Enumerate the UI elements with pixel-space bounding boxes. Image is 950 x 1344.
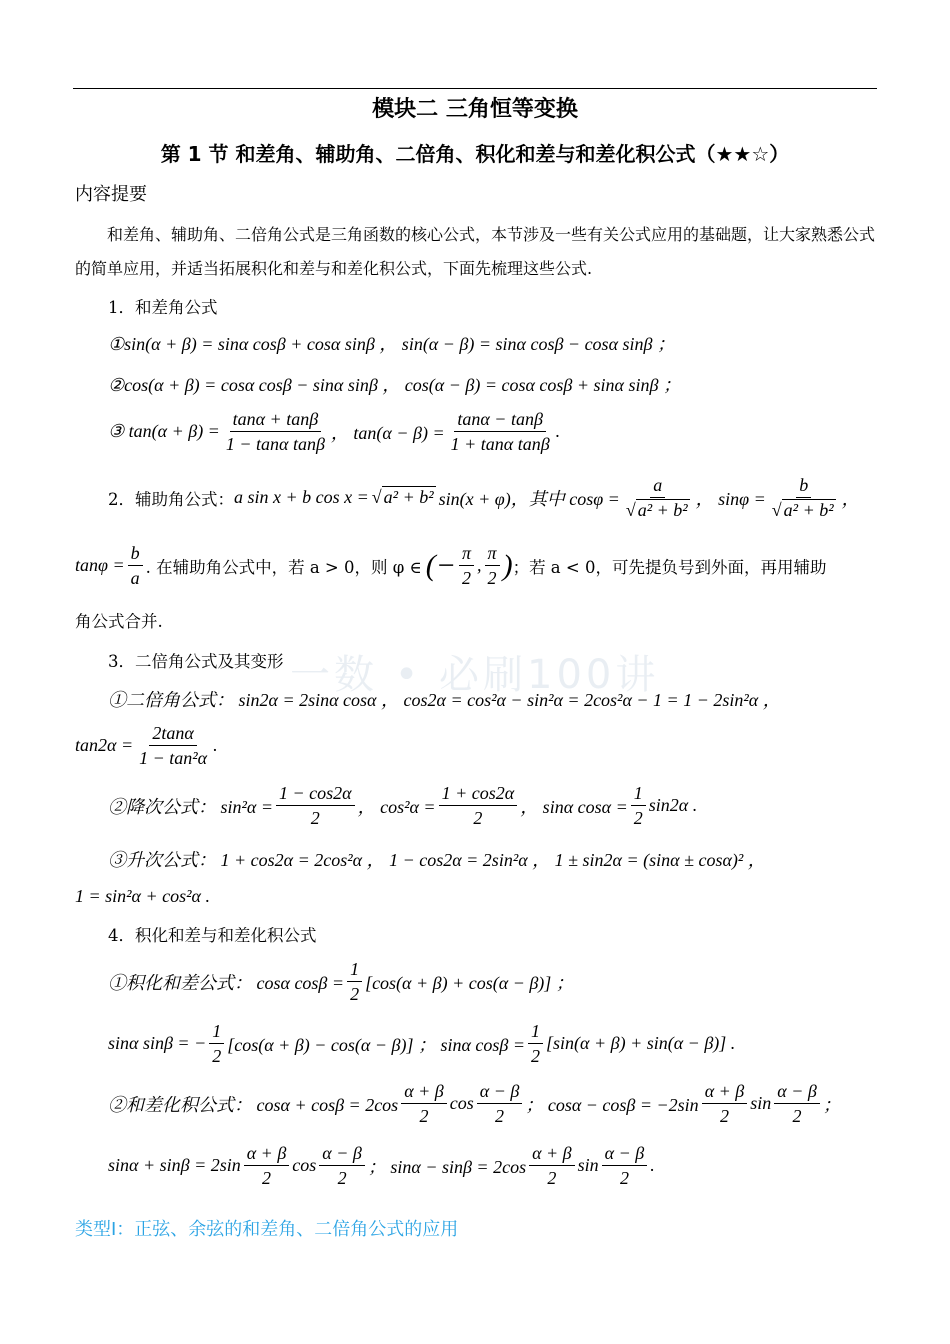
frac-num: π: [485, 542, 500, 566]
cos-text: cos: [292, 1155, 317, 1175]
cos-text: cos: [449, 1093, 474, 1113]
s2-formula-b: sin(x + φ)，其中 cosφ =: [438, 488, 620, 509]
s2-tan-pre: tanφ =: [75, 555, 125, 575]
frac-den: 2: [719, 1106, 729, 1126]
frac-num: a: [650, 474, 665, 498]
s3-title: 3．二倍角公式及其变形: [108, 652, 284, 671]
s4-product-to-sum-1: [108, 958, 574, 1005]
frac-den: 1 − tanα tanβ: [225, 434, 325, 454]
sqrt-expression: √ a² + b²: [371, 487, 434, 507]
frac-den: 2: [633, 808, 643, 828]
frac-num: α − β: [774, 1080, 820, 1104]
module-title: 模块二 三角恒等变换: [372, 97, 578, 122]
s1-tan-pre: ③ tan(α + β) =: [108, 421, 220, 441]
s3-l3-mid2: ， sinα cosα =: [520, 796, 628, 817]
frac-num: α + β: [529, 1142, 575, 1166]
frac-num: 1: [528, 1020, 543, 1044]
s3-double-angle: ①二倍角公式： sin2α = 2sinα cosα ， cos2α = cos²α − sin²α = 2cos²α − 1 = 1 − 2sin²α ，: [108, 690, 781, 710]
frac-den: 2: [262, 1168, 272, 1188]
frac-den: 2: [531, 1046, 541, 1066]
frac-den: 2: [792, 1106, 802, 1126]
sqrt-radicand: a² + b²: [637, 500, 688, 520]
sin-text: sin: [577, 1155, 599, 1175]
frac-den: 2: [419, 1106, 429, 1126]
frac-den: 2: [350, 984, 360, 1004]
frac-den: 2: [619, 1168, 629, 1188]
period: .: [555, 421, 561, 441]
s4-l3-mid: ； cosα − cosβ = −2sin: [525, 1094, 699, 1115]
frac-den: a: [130, 568, 140, 588]
frac-den: 2: [495, 1106, 505, 1126]
s4-l4-pre: sinα + sinβ = 2sin: [108, 1155, 241, 1175]
s2-condition-text: . 在辅助角公式中，若 a > 0，则 φ ∈: [145, 557, 422, 577]
frac-den: 1 − tan²α: [139, 748, 208, 768]
frac-num: α + β: [702, 1080, 748, 1104]
s3-tan-double: [75, 722, 218, 769]
frac-num: 1: [347, 958, 362, 982]
s3-tan-pre: tan2α =: [75, 735, 134, 755]
frac-num: α − β: [602, 1142, 648, 1166]
s3-identity: 1 = sin²α + cos²α .: [75, 886, 210, 906]
s2-cos-fraction: [623, 474, 693, 521]
s4-l4-mid: ； sinα − sinβ = 2cos: [367, 1156, 527, 1177]
frac-num: 1: [631, 782, 646, 806]
header-rule: [73, 88, 877, 89]
summary-intro: 和差角、辅助角、二倍角公式是三角函数的核心公式，本节涉及一些有关公式应用的基础题，让大家熟悉公式的简单应用，并适当拓展积化和差与和差化积公式，下面先梳理这些公式.: [75, 225, 876, 278]
s2-formula-a: a sin x + b cos x =: [234, 487, 369, 507]
fraction: [631, 782, 646, 829]
frac-den: 1 + tanα tanβ: [450, 434, 550, 454]
s4-sum-to-product-1: [108, 1080, 841, 1127]
frac-num: 2tanα: [149, 722, 196, 746]
s3-l3-pre: ②降次公式： sin²α =: [108, 796, 273, 817]
s3-l3-mid1: ， cos²α =: [357, 796, 436, 817]
s2-sin-mid: ， sinφ =: [695, 488, 766, 509]
fraction: [244, 1142, 290, 1189]
frac-num: 1 + cos2α: [439, 782, 518, 806]
s4-l1-end: [cos(α + β) + cos(α − β)] ；: [365, 972, 574, 993]
s4-product-to-sum-2: [108, 1020, 735, 1067]
s1-sin-formula: ①sin(α + β) = sinα cosβ + cosα sinβ ， sin(α − β) = sinα cosβ − cosα sinβ ；: [108, 334, 675, 354]
semicolon: ；: [822, 1094, 841, 1115]
s1-cos-formula: ②cos(α + β) = cosα cosβ − sinα sinβ ， cos(α − β) = cosα cosβ + sinα sinβ ；: [108, 375, 681, 395]
s4-title: 4．积化和差与和差化积公式: [108, 926, 317, 945]
s2-tan-line: [75, 542, 826, 589]
s2-title: 2．辅助角公式：: [108, 489, 234, 509]
s2-formula: [108, 474, 860, 521]
frac-den: 2: [462, 568, 472, 588]
frac-den: 2: [487, 568, 497, 588]
fraction: [529, 1142, 575, 1189]
frac-num: tanα + tanβ: [230, 408, 322, 432]
frac-den: 2: [212, 1046, 222, 1066]
s2-tail: 角公式合并.: [75, 612, 163, 631]
fraction: [774, 1080, 820, 1127]
frac-num: α − β: [477, 1080, 523, 1104]
sin-text: sin: [750, 1093, 772, 1113]
half-fraction: [347, 958, 362, 1005]
frac-den: √ a² + b²: [771, 500, 834, 520]
s1-tan-diff-fraction: [448, 408, 553, 455]
s2-tan-fraction: [128, 542, 143, 589]
frac-num: α + β: [401, 1080, 447, 1104]
frac-num: b: [128, 542, 143, 566]
pi-over-2: [459, 542, 474, 589]
frac-num: π: [459, 542, 474, 566]
s4-l2-end: [sin(α + β) + sin(α − β)] .: [546, 1033, 736, 1053]
range-open: (−: [425, 548, 456, 582]
summary-heading: 内容提要: [75, 184, 147, 205]
frac-num: tanα − tanβ: [454, 408, 546, 432]
type-heading: 类型Ⅰ：正弦、余弦的和差角、二倍角公式的应用: [75, 1219, 459, 1240]
s1-tan-sum-fraction: [223, 408, 328, 455]
frac-den: 2: [337, 1168, 347, 1188]
s4-l1-pre: ①积化和差公式： cosα cosβ =: [108, 972, 345, 993]
pi-over-2: [485, 542, 500, 589]
fraction: [276, 782, 355, 829]
fraction: [319, 1142, 365, 1189]
fraction: [477, 1080, 523, 1127]
range-comma: ,: [477, 555, 482, 575]
comma: ，: [841, 488, 860, 509]
s3-power-raising: ③升次公式： 1 + cos2α = 2cos²α ， 1 − cos2α = 2sin²α ， 1 ± sin2α = (sinα ± cosα)² ，: [108, 850, 766, 870]
frac-den: 2: [310, 808, 320, 828]
range-close: ): [502, 548, 513, 582]
half-fraction: [528, 1020, 543, 1067]
frac-num: b: [796, 474, 811, 498]
fraction: [401, 1080, 447, 1127]
s1-tan-formula: [108, 408, 560, 455]
frac-den: 2: [473, 808, 483, 828]
half-fraction: [209, 1020, 224, 1067]
s1-tan-mid: ， tan(α − β) =: [330, 422, 445, 443]
s4-sum-to-product-2: [108, 1142, 655, 1189]
fraction: [439, 782, 518, 829]
frac-num: 1: [209, 1020, 224, 1044]
fraction: [702, 1080, 748, 1127]
s3-l3-end: sin2α .: [648, 795, 698, 815]
sqrt-radicand: a² + b²: [783, 500, 834, 520]
sqrt-radicand: a² + b²: [383, 487, 434, 507]
period: .: [650, 1155, 655, 1175]
fraction: [602, 1142, 648, 1189]
section-title: 第 1 节 和差角、辅助角、二倍角、积化和差与和差化积公式（★★☆）: [160, 142, 790, 166]
s1-title: 1．和差角公式: [108, 298, 218, 317]
s3-power-reduction: [108, 782, 697, 829]
frac-num: α − β: [319, 1142, 365, 1166]
frac-num: 1 − cos2α: [276, 782, 355, 806]
frac-den: √ a² + b²: [625, 500, 688, 520]
s4-l3-pre: ②和差化积公式： cosα + cosβ = 2cos: [108, 1094, 399, 1115]
watermark: 一数 • 必刷100讲: [290, 652, 660, 698]
s4-l2-mid: [cos(α + β) − cos(α − β)] ； sinα cosβ =: [227, 1034, 526, 1055]
s3-tan-fraction: [136, 722, 210, 769]
frac-num: α + β: [244, 1142, 290, 1166]
s2-sin-fraction: [769, 474, 839, 521]
frac-den: 2: [547, 1168, 557, 1188]
s2-negative-text: ；若 a < 0，可先提负号到外面，再用辅助: [512, 557, 827, 577]
period: .: [213, 735, 218, 755]
s4-l2-pre: sinα sinβ = −: [108, 1033, 207, 1053]
